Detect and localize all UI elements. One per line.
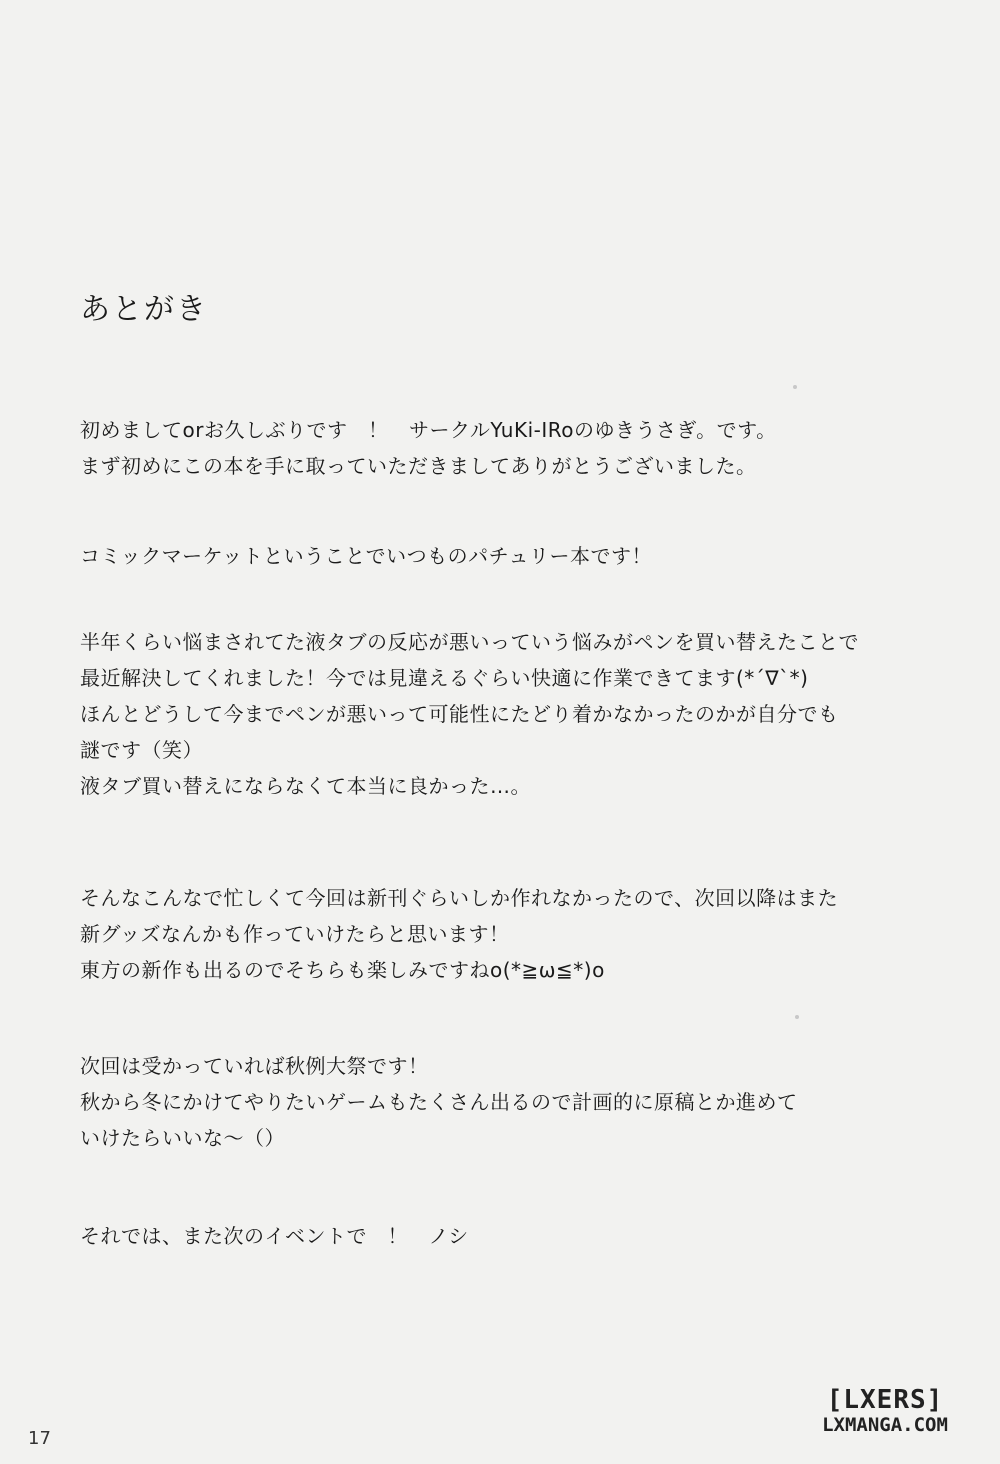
text-line: 最近解決してくれました！今では見違えるぐらい快適に作業できてます(*´∇`*) — [80, 666, 809, 690]
watermark-top-text: [LXERS] — [826, 1385, 944, 1415]
paragraph-closing — [80, 1218, 940, 1254]
text-line: 液タブ買い替えにならなくて本当に良かった…。 — [80, 774, 531, 798]
text-line: 次回は受かっていれば秋例大祭です！ — [80, 1054, 429, 1078]
text-line: ほんとどうして今までペンが悪いって可能性にたどり着かなかったのかが自分でも — [80, 702, 839, 726]
text-line: 半年くらい悩まされてた液タブの反応が悪いっていう悩みがペンを買い替えたことで — [80, 630, 859, 654]
page-title: あとがき — [80, 292, 208, 327]
paragraph-pen-tablet — [80, 624, 940, 804]
paragraph-next-event — [80, 1048, 940, 1156]
text-line: いけたらいいな～（） — [80, 1126, 285, 1150]
text-line: まず初めにこの本を手に取っていただきましてありがとうございました。 — [80, 454, 757, 478]
page-number: 17 — [28, 1428, 51, 1449]
text-line: 謎です（笑） — [80, 738, 203, 762]
text-line: 新グッズなんかも作っていけたらと思います！ — [80, 922, 510, 946]
paragraph-comiket — [80, 538, 940, 574]
watermark-logo — [800, 1386, 970, 1435]
text-line: 東方の新作も出るのでそちらも楽しみですねo(*≧ω≦*)o — [80, 958, 605, 982]
watermark-bottom-text: LXMANGA.COM — [822, 1413, 948, 1436]
text-line: それでは、また次のイベントで ！ ノシ — [80, 1224, 469, 1248]
text-line: そんなこんなで忙しくて今回は新刊ぐらいしか作れなかったので、次回以降はまた — [80, 886, 839, 910]
text-line: コミックマーケットということでいつものパチュリー本です！ — [80, 544, 652, 568]
paper-speck — [793, 385, 797, 389]
paragraph-busy — [80, 880, 940, 988]
text-line: 秋から冬にかけてやりたいゲームもたくさん出るので計画的に原稿とか進めて — [80, 1090, 798, 1114]
paragraph-greeting — [80, 412, 940, 484]
paper-speck — [795, 1015, 799, 1019]
text-line: 初めましてorお久しぶりです ！ サークルYuKi-IRoのゆきうさぎ。です。 — [80, 418, 777, 442]
